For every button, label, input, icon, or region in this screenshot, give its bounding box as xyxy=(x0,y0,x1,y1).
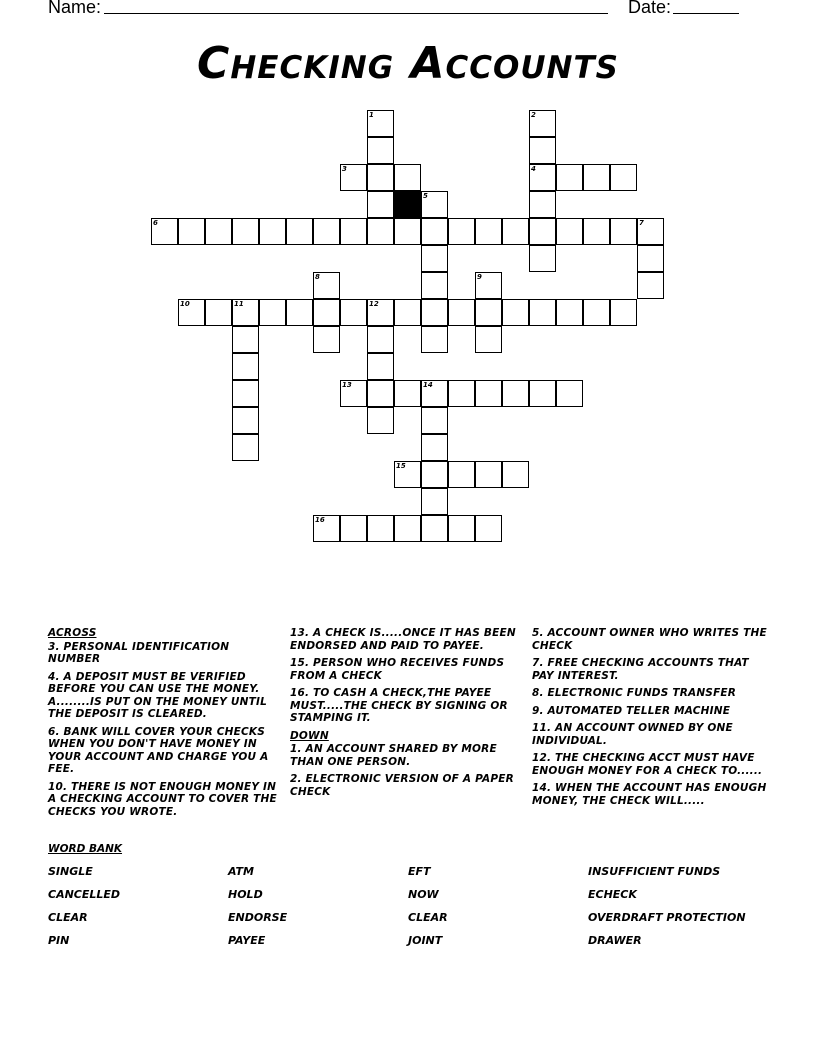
crossword-cell[interactable] xyxy=(421,326,448,353)
crossword-cell[interactable] xyxy=(232,299,259,326)
clue-number: 8 xyxy=(315,273,320,281)
clue-number: 6 xyxy=(153,219,158,227)
crossword-cell[interactable] xyxy=(637,245,664,272)
crossword-cell[interactable] xyxy=(367,407,394,434)
clue-down-8: 8. ELECTRONIC FUNDS TRANSFER xyxy=(532,687,737,699)
crossword-cell[interactable] xyxy=(340,299,367,326)
crossword-cell[interactable] xyxy=(367,110,394,137)
crossword-cell[interactable] xyxy=(529,137,556,164)
clue-down-9: 9. AUTOMATED TELLER MACHINE xyxy=(532,704,731,717)
word-bank-item: ENDORSE xyxy=(228,911,288,924)
clue-down-14: 14. WHEN THE ACCOUNT HAS ENOUGH MONEY, THE CHECK WILL..... xyxy=(532,782,767,807)
clue-number: 2 xyxy=(531,111,536,119)
crossword-cell[interactable] xyxy=(394,461,421,488)
crossword-cell[interactable] xyxy=(448,380,475,407)
crossword-cell[interactable] xyxy=(313,326,340,353)
crossword-cell[interactable] xyxy=(259,218,286,245)
crossword-cell[interactable] xyxy=(529,245,556,272)
crossword-cell[interactable] xyxy=(448,299,475,326)
clues-section xyxy=(48,627,778,837)
clue-number: 14 xyxy=(423,381,433,389)
crossword-cell[interactable] xyxy=(583,299,610,326)
crossword-cell[interactable] xyxy=(340,515,367,542)
date-label: Date: xyxy=(628,0,672,17)
page-title: Checking Accounts xyxy=(197,38,619,89)
clue-number: 7 xyxy=(639,219,644,227)
word-bank-item: SINGLE xyxy=(48,865,93,878)
clue-across-4: 4. A DEPOSIT MUST BE VERIFIED BEFORE YOU CAN USE THE MONEY. A........IS PUT ON THE MONEY UNTIL THE DEPOSIT IS CLEARED. xyxy=(48,670,268,720)
clue-number: 5 xyxy=(423,192,428,200)
crossword-cell[interactable] xyxy=(475,299,502,326)
crossword-cell[interactable] xyxy=(421,272,448,299)
crossword-cell[interactable] xyxy=(367,299,394,326)
word-bank-heading: WORD BANK xyxy=(48,843,123,855)
crossword-cell[interactable] xyxy=(313,218,340,245)
crossword-cell[interactable] xyxy=(151,218,178,245)
name-label: Name: xyxy=(48,0,102,17)
word-bank-item: PAYEE xyxy=(228,934,266,947)
word-bank-item: ECHECK xyxy=(588,888,637,901)
clue-number: 10 xyxy=(180,300,190,308)
crossword-cell[interactable] xyxy=(421,515,448,542)
crossword-cell[interactable] xyxy=(367,326,394,353)
word-bank-item: INSUFFICIENT FUNDS xyxy=(588,865,721,878)
clue-across-6: 6. BANK WILL COVER YOUR CHECKS WHEN YOU DON'T HAVE MONEY IN YOUR ACCOUNT AND CHARGE YOU A FEE. xyxy=(48,725,269,775)
crossword-cell[interactable] xyxy=(529,299,556,326)
crossword-cell[interactable] xyxy=(178,218,205,245)
crossword-cell[interactable] xyxy=(502,380,529,407)
crossword-cell[interactable] xyxy=(367,137,394,164)
crossword-cell[interactable] xyxy=(232,218,259,245)
clue-across-10: 10. THERE IS NOT ENOUGH MONEY IN A CHECKING ACCOUNT TO COVER THE CHECKS YOU WROTE. xyxy=(48,780,277,818)
crossword-cell[interactable] xyxy=(367,218,394,245)
clue-number: 12 xyxy=(369,300,379,308)
crossword-cell[interactable] xyxy=(475,326,502,353)
crossword-cell[interactable] xyxy=(421,218,448,245)
crossword-cell[interactable] xyxy=(340,380,367,407)
crossword-cell[interactable] xyxy=(340,218,367,245)
word-bank-list xyxy=(48,865,778,947)
crossword-cell[interactable] xyxy=(259,299,286,326)
crossword-cell[interactable] xyxy=(448,461,475,488)
crossword-cell[interactable] xyxy=(421,245,448,272)
crossword-cell[interactable] xyxy=(286,218,313,245)
clues-column-3 xyxy=(532,627,772,812)
crossword-cell[interactable] xyxy=(610,164,637,191)
down-heading: DOWN xyxy=(290,729,329,742)
clue-down-2: 2. ELECTRONIC VERSION OF A PAPER CHECK xyxy=(290,773,514,798)
crossword-cell[interactable] xyxy=(529,164,556,191)
crossword-cell[interactable] xyxy=(205,218,232,245)
word-bank-item: EFT xyxy=(408,865,431,878)
word-bank xyxy=(48,843,778,947)
crossword-cell[interactable] xyxy=(610,218,637,245)
crossword-cell[interactable] xyxy=(448,218,475,245)
crossword-cell[interactable] xyxy=(313,272,340,299)
clue-number: 4 xyxy=(531,165,536,173)
crossword-cell[interactable] xyxy=(367,380,394,407)
word-bank-item: JOINT xyxy=(408,934,443,947)
crossword-cell[interactable] xyxy=(178,299,205,326)
crossword-cell[interactable] xyxy=(556,164,583,191)
crossword-cell[interactable] xyxy=(502,218,529,245)
crossword-cell[interactable] xyxy=(421,380,448,407)
clue-down-5: 5. ACCOUNT OWNER WHO WRITES THE CHECK xyxy=(532,627,767,652)
word-bank-item: CLEAR xyxy=(408,911,448,924)
crossword-cell[interactable] xyxy=(313,299,340,326)
crossword-cell[interactable] xyxy=(421,488,448,515)
crossword-cell[interactable] xyxy=(394,164,421,191)
crossword-cell[interactable] xyxy=(637,218,664,245)
crossword-cell[interactable] xyxy=(367,191,394,218)
clue-across-16: 16. TO CASH A CHECK,THE PAYEE MUST.....THE CHECK BY SIGNING OR STAMPING IT. xyxy=(290,687,508,724)
crossword-cell[interactable] xyxy=(367,164,394,191)
crossword-cell[interactable] xyxy=(286,299,313,326)
crossword-cell[interactable] xyxy=(502,461,529,488)
clues-column-2 xyxy=(290,627,525,803)
across-heading: ACROSS xyxy=(48,627,97,639)
black-cell xyxy=(394,191,421,218)
crossword-cell[interactable] xyxy=(421,191,448,218)
clue-number: 16 xyxy=(315,516,325,524)
crossword-cell[interactable] xyxy=(421,434,448,461)
word-bank-item: CLEAR xyxy=(48,911,88,924)
crossword-cell[interactable] xyxy=(529,218,556,245)
crossword-cell[interactable] xyxy=(313,515,340,542)
crossword-cell[interactable] xyxy=(232,407,259,434)
crossword-cell[interactable] xyxy=(529,380,556,407)
crossword-cell[interactable] xyxy=(475,461,502,488)
crossword-cell[interactable] xyxy=(232,326,259,353)
clue-number: 15 xyxy=(396,462,406,470)
crossword-cell[interactable] xyxy=(583,218,610,245)
crossword-cell[interactable] xyxy=(502,299,529,326)
word-bank-item: NOW xyxy=(408,888,439,901)
word-bank-item: CANCELLED xyxy=(48,888,121,901)
crossword-cell[interactable] xyxy=(421,461,448,488)
crossword-cell[interactable] xyxy=(610,299,637,326)
crossword-cell[interactable] xyxy=(637,272,664,299)
crossword-cell[interactable] xyxy=(475,218,502,245)
word-bank-item: HOLD xyxy=(228,888,263,901)
clue-number: 1 xyxy=(369,111,374,119)
clue-down-12: 12. THE CHECKING ACCT MUST HAVE ENOUGH MONEY FOR A CHECK TO...... xyxy=(532,752,763,777)
clue-number: 3 xyxy=(342,165,347,173)
crossword-cell[interactable] xyxy=(394,380,421,407)
crossword-cell[interactable] xyxy=(340,164,367,191)
crossword-cell[interactable] xyxy=(529,191,556,218)
crossword-cell[interactable] xyxy=(232,434,259,461)
crossword-cell[interactable] xyxy=(394,515,421,542)
word-bank-item: ATM xyxy=(228,865,254,878)
crossword-cell[interactable] xyxy=(556,299,583,326)
word-bank-item: DRAWER xyxy=(588,934,642,947)
crossword-cell[interactable] xyxy=(556,380,583,407)
crossword-cell[interactable] xyxy=(421,407,448,434)
crossword-cell[interactable] xyxy=(529,110,556,137)
crossword-cell[interactable] xyxy=(205,299,232,326)
crossword-cell[interactable] xyxy=(583,164,610,191)
crossword-cell[interactable] xyxy=(448,515,475,542)
crossword-cell[interactable] xyxy=(475,272,502,299)
clues-column-1 xyxy=(48,627,283,823)
crossword-cell[interactable] xyxy=(367,353,394,380)
clue-down-11: 11. AN ACCOUNT OWNED BY ONE INDIVIDUAL. xyxy=(532,722,733,747)
crossword-cell[interactable] xyxy=(232,353,259,380)
crossword-cell[interactable] xyxy=(394,218,421,245)
crossword-cell[interactable] xyxy=(232,380,259,407)
crossword-cell[interactable] xyxy=(394,299,421,326)
crossword-cell[interactable] xyxy=(556,218,583,245)
word-bank-item: OVERDRAFT PROTECTION xyxy=(588,911,746,924)
clue-across-3: 3. PERSONAL IDENTIFICATION NUMBER xyxy=(48,640,230,665)
crossword-cell[interactable] xyxy=(475,380,502,407)
clue-down-1: 1. AN ACCOUNT SHARED BY MORE THAN ONE PERSON. xyxy=(290,743,497,768)
clue-across-13: 13. A CHECK IS.....ONCE IT HAS BEEN ENDORSED AND PAID TO PAYEE. xyxy=(290,627,516,652)
clue-number: 11 xyxy=(234,300,244,308)
clue-number: 9 xyxy=(477,273,482,281)
crossword-cell[interactable] xyxy=(367,515,394,542)
crossword-cell[interactable] xyxy=(421,299,448,326)
clue-number: 13 xyxy=(342,381,352,389)
crossword-cell[interactable] xyxy=(475,515,502,542)
clue-across-15: 15. PERSON WHO RECEIVES FUNDS FROM A CHECK xyxy=(290,657,505,682)
word-bank-item: PIN xyxy=(48,934,70,947)
clue-down-7: 7. FREE CHECKING ACCOUNTS THAT PAY INTEREST. xyxy=(532,657,749,682)
